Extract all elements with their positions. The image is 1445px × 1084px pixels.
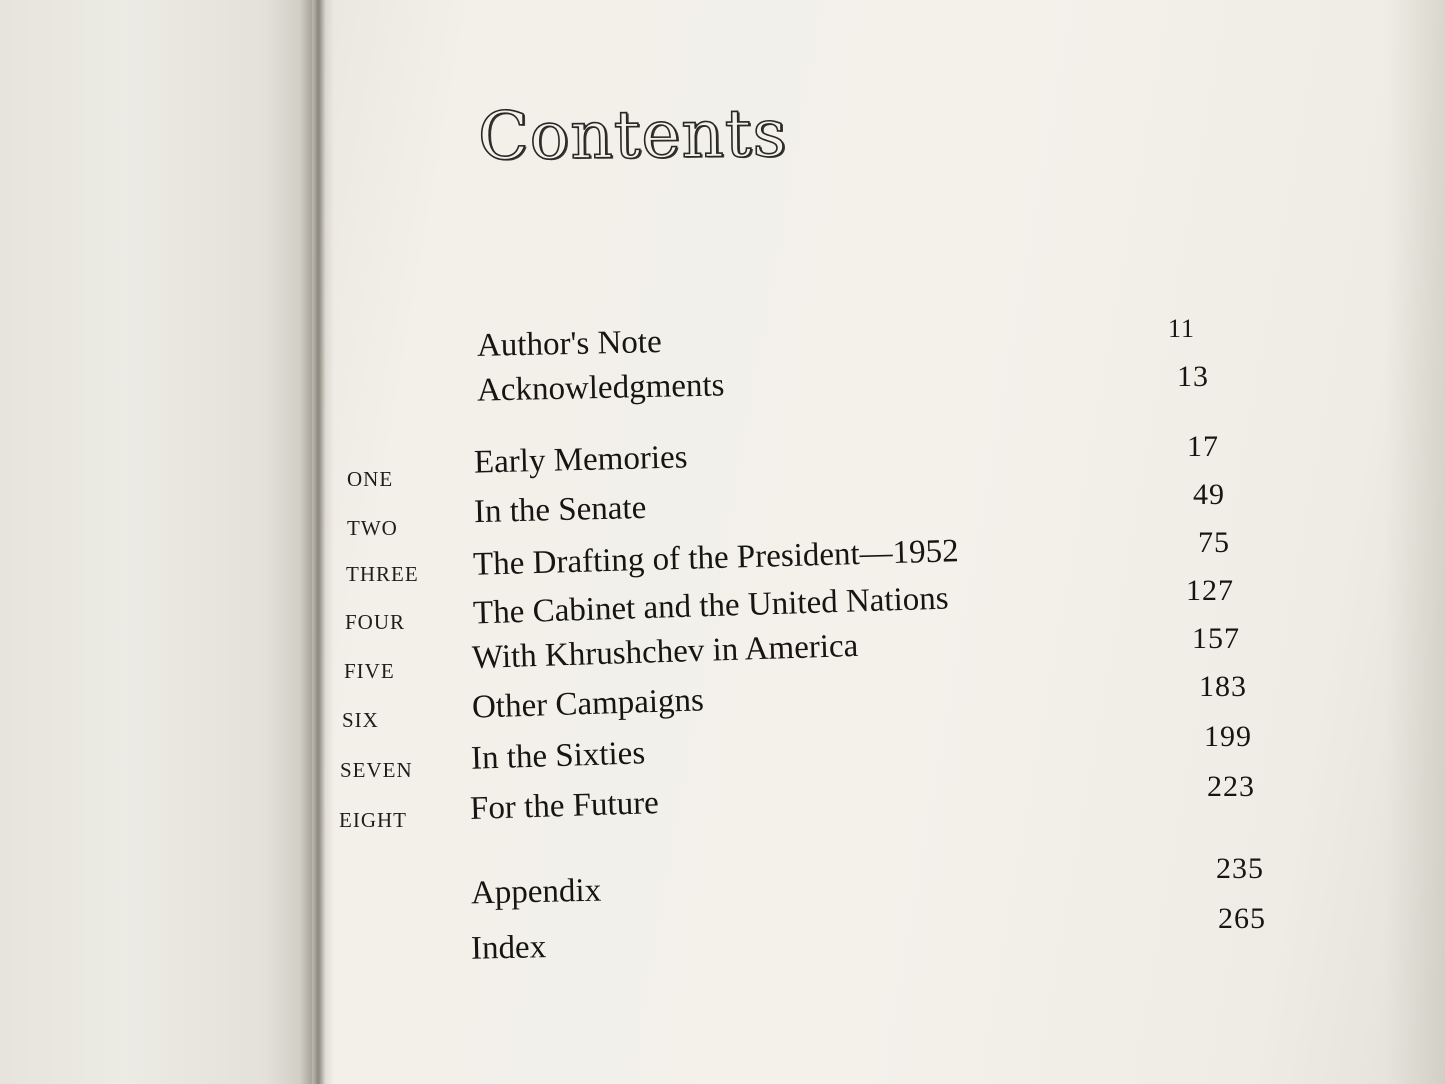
chapter-title: The Cabinet and the United Nations	[472, 580, 950, 632]
chapter-number: SIX	[342, 708, 379, 732]
chapter-title: Early Memories	[473, 439, 688, 481]
chapter-page: 49	[1193, 478, 1225, 511]
contents-heading: Contents	[477, 94, 788, 175]
chapter-title: Other Campaigns	[471, 682, 705, 726]
chapter-number: EIGHT	[339, 808, 407, 832]
chapter-page: 183	[1199, 670, 1247, 703]
toc-entry-page: 265	[1218, 902, 1266, 935]
chapter-number: FIVE	[344, 659, 395, 683]
chapter-number: FOUR	[345, 610, 406, 634]
toc-entry-title: Appendix	[470, 872, 602, 912]
chapter-number: ONE	[347, 467, 394, 491]
chapter-title: The Drafting of the President—1952	[472, 533, 960, 583]
toc-entry-page: 11	[1168, 314, 1196, 343]
chapter-title: For the Future	[469, 785, 660, 827]
chapter-page: 17	[1187, 430, 1219, 463]
toc-entry-title: Acknowledgments	[476, 367, 725, 409]
chapter-title: In the Sixties	[470, 735, 646, 777]
chapter-title: With Khrushchev in America	[471, 627, 859, 677]
chapter-page: 127	[1186, 574, 1234, 607]
chapter-title: In the Senate	[473, 489, 647, 531]
chapter-number: SEVEN	[340, 758, 413, 782]
chapter-number: THREE	[346, 562, 419, 586]
toc-entry-page: 235	[1216, 852, 1264, 885]
toc-entry-page: 13	[1177, 360, 1209, 393]
toc-entry-title: Index	[470, 929, 547, 967]
chapter-number: TWO	[347, 516, 398, 540]
chapter-page: 75	[1198, 526, 1230, 559]
chapter-page: 223	[1207, 770, 1255, 803]
chapter-page: 157	[1192, 622, 1240, 655]
toc-entry-title: Author's Note	[476, 324, 663, 364]
chapter-page: 199	[1204, 720, 1252, 753]
